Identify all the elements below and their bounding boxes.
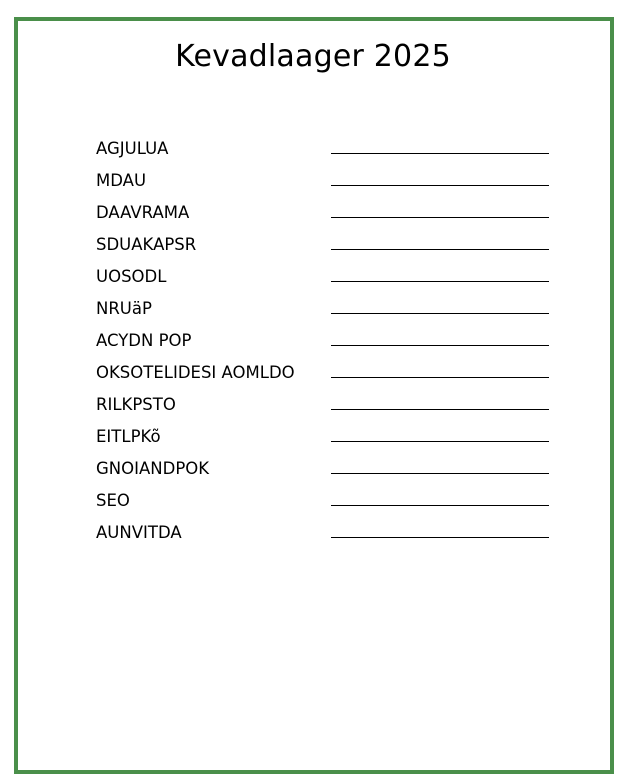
answer-line (331, 217, 549, 218)
word-row (96, 199, 556, 231)
word-row (96, 135, 556, 167)
word-row (96, 423, 556, 455)
scrambled-word: DAAVRAMA (96, 203, 190, 222)
answer-line (331, 441, 549, 442)
worksheet-page (14, 17, 614, 774)
scrambled-word-list (96, 135, 556, 551)
scrambled-word: RILKPSTO (96, 395, 176, 414)
word-row (96, 359, 556, 391)
scrambled-word: MDAU (96, 171, 147, 190)
scrambled-word: AUNVITDA (96, 523, 182, 542)
word-row (96, 167, 556, 199)
scrambled-word: OKSOTELIDESI AOMLDO (96, 363, 295, 382)
scrambled-word: SEO (96, 491, 130, 510)
word-row (96, 455, 556, 487)
answer-line (331, 505, 549, 506)
word-row (96, 327, 556, 359)
answer-line (331, 409, 549, 410)
scrambled-word: EITLPKõ (96, 427, 161, 446)
scrambled-word: NRUäP (96, 299, 152, 318)
answer-line (331, 185, 549, 186)
scrambled-word: ACYDN POP (96, 331, 192, 350)
word-row (96, 231, 556, 263)
answer-line (331, 345, 549, 346)
word-row (96, 295, 556, 327)
scrambled-word: GNOIANDPOK (96, 459, 210, 478)
scrambled-word: UOSODL (96, 267, 167, 286)
answer-line (331, 313, 549, 314)
word-row (96, 487, 556, 519)
worksheet-title: Kevadlaager 2025 (175, 39, 451, 74)
answer-line (331, 249, 549, 250)
answer-line (331, 473, 549, 474)
scrambled-word: SDUAKAPSR (96, 235, 197, 254)
scrambled-word: AGJULUA (96, 139, 169, 158)
answer-line (331, 537, 549, 538)
answer-line (331, 377, 549, 378)
word-row (96, 263, 556, 295)
word-row (96, 519, 556, 551)
word-row (96, 391, 556, 423)
answer-line (331, 281, 549, 282)
answer-line (331, 153, 549, 154)
